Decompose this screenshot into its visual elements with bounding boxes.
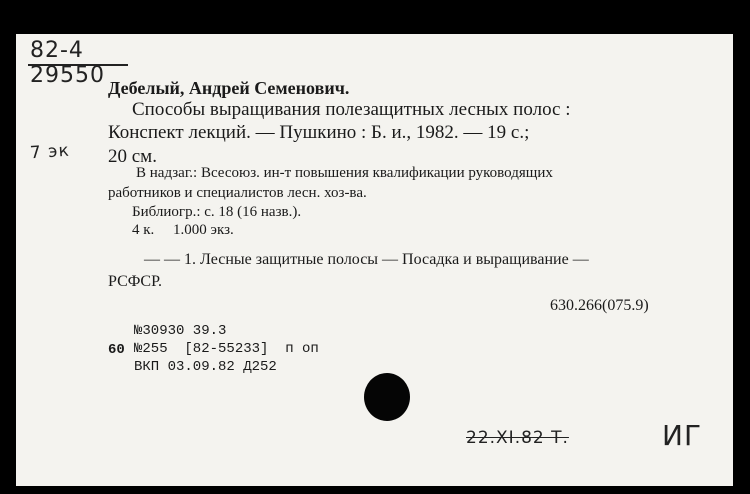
title-line-2: Конспект лекций. — Пушкино : Б. и., 1982. — 19 с.;: [108, 122, 530, 143]
note-line-2: работников и специалистов лесн. хоз-ва.: [108, 185, 367, 201]
subject-line-1: — — 1. Лесные защитные полосы — Посадка и выращивание —: [144, 251, 589, 268]
title-line-3: 20 см.: [108, 146, 157, 167]
card-punch-hole: [364, 373, 410, 421]
bibliography-note: Библиогр.: с. 18 (16 назв.).: [132, 204, 302, 220]
catalog-card: [16, 34, 733, 486]
handwritten-initials: ИГ: [662, 419, 703, 452]
handwritten-shelf-mark-bottom: 29550: [30, 63, 105, 88]
note-line-1: В надзаг.: Всесоюз. ин-т повышения квалификации руководящих: [136, 165, 553, 181]
copies-count: 4 к. 1.000 экз.: [132, 222, 234, 238]
author-heading: Дебелый, Андрей Семенович.: [108, 78, 350, 98]
classification-number: 630.266(075.9): [550, 297, 649, 314]
subject-line-2: РСФСР.: [108, 273, 162, 290]
vkp-line: ВКП 03.09.82 Д252: [134, 359, 277, 375]
record-number: №30930 39.3: [134, 323, 227, 339]
title-line-1: Способы выращивания полезащитных лесных полос :: [132, 99, 571, 120]
record-prefix: 60: [108, 342, 125, 358]
handwritten-shelf-mark-top: 82-4: [30, 38, 84, 63]
handwritten-copies-note: 7 эк: [29, 140, 71, 164]
order-line: №255 [82-55233] п оп: [134, 341, 319, 357]
handwritten-date-mark: 22.XI.82 Т.: [466, 428, 569, 448]
